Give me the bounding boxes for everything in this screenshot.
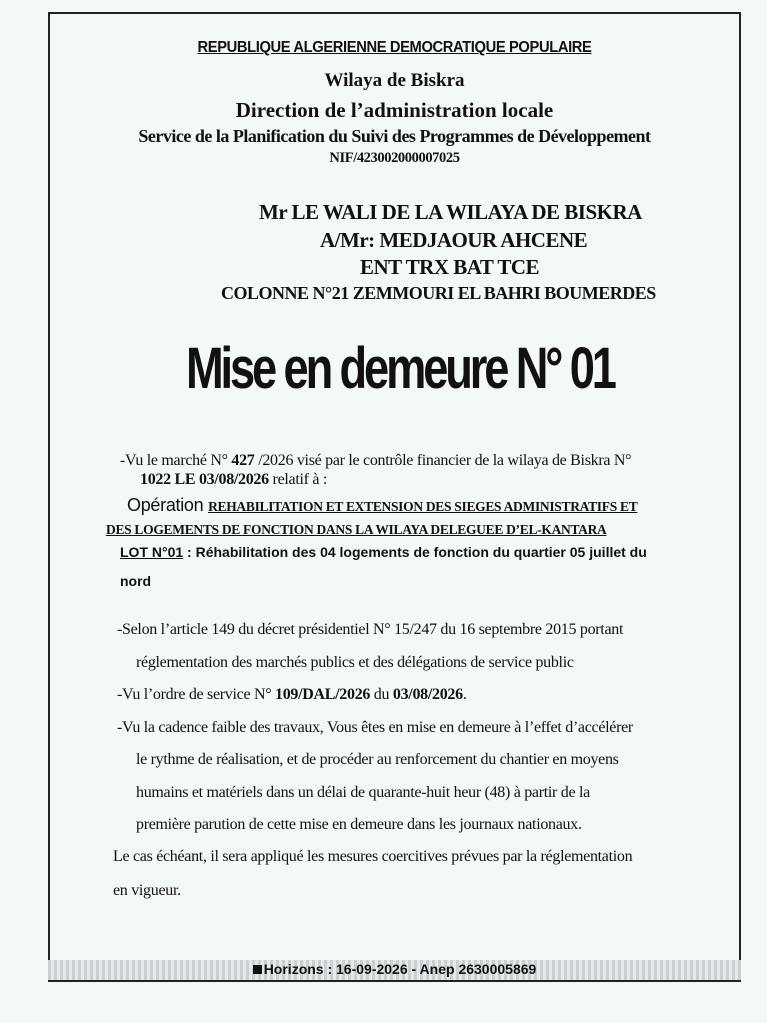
cas-line-2: en vigueur. [113, 882, 181, 899]
ordre-number: 109/DAL/2026 [275, 686, 371, 703]
ordre-text-1: -Vu l’ordre de service N° [117, 686, 276, 703]
lot-line [120, 544, 647, 560]
marche-text-1: -Vu le marché N° [120, 452, 232, 469]
publication-footer [48, 961, 741, 977]
wilaya-heading: Wilaya de Biskra [324, 70, 465, 91]
footer-text: Horizons : 16-09-2026 - Anep 2630005869 [263, 961, 537, 977]
square-bullet-icon [253, 965, 262, 974]
recipient-line-3: ENT TRX BAT TCE [360, 255, 540, 279]
nif-number: NIF/423002000007025 [329, 150, 460, 166]
cas-line-1: Le cas échéant, il sera appliqué les mesures coercitives prévues par la réglementation [113, 848, 633, 865]
cadence-line-3: humains et matériels dans un délai de quarante-huit heur (48) à partir de la [136, 784, 590, 801]
operation-title-2: DES LOGEMENTS DE FONCTION DANS LA WILAYA DELEGUEE D’EL-KANTARA [106, 522, 607, 537]
visa-tail: relatif à : [268, 471, 327, 488]
article-line-1: -Selon l’article 149 du décret présidentiel N° 15/247 du 16 septembre 2015 portant [117, 621, 624, 638]
lot-text: : Réhabilitation des 04 logements de fonction du quartier 05 juillet du [183, 544, 647, 560]
operation-title-1: REHABILITATION ET EXTENSION DES SIEGES ADMINISTRATIFS ET [208, 499, 638, 514]
recipient-line-1: Mr LE WALI DE LA WILAYA DE BISKRA [259, 200, 642, 224]
visa-line [140, 471, 327, 489]
service-heading: Service de la Planification du Suivi des Programmes de Développement [138, 126, 651, 146]
ordre-text-3: . [462, 686, 467, 703]
cadence-line-2: le rythme de réalisation, et de procéder au renforcement du chantier en moyens [136, 751, 619, 768]
marche-text-2: /2026 visé par le contrôle financier de la wilaya de Biskra N° [254, 452, 632, 469]
lot-text-2: nord [120, 573, 152, 589]
direction-heading: Direction de l’administration locale [235, 98, 554, 122]
operation-label: Opération [127, 495, 209, 515]
republic-heading: REPUBLIQUE ALGERIENNE DEMOCRATIQUE POPULAIRE [197, 39, 592, 56]
recipient-line-4: COLONNE N°21 ZEMMOURI EL BAHRI BOUMERDES [221, 283, 656, 303]
operation-line [127, 495, 637, 516]
recipient-line-2: A/Mr: MEDJAOUR AHCENE [320, 228, 588, 252]
ordre-line [117, 686, 467, 704]
cadence-line-4: première parution de cette mise en demeure dans les journaux nationaux. [136, 816, 582, 833]
document-title: Mise en demeure N° 01 [185, 336, 614, 401]
ordre-text-2: du [370, 686, 393, 703]
article-line-2: réglementation des marchés publics et des délégations de service public [136, 654, 574, 671]
lot-label: LOT N°01 [120, 544, 184, 560]
cadence-line-1: -Vu la cadence faible des travaux, Vous êtes en mise en demeure à l’effet d’accélérer [117, 719, 633, 736]
ordre-date: 03/08/2026 [392, 686, 463, 703]
marche-line [120, 452, 631, 470]
visa-ref: 1022 LE 03/08/2026 [140, 471, 269, 488]
marche-number: 427 [231, 452, 255, 469]
